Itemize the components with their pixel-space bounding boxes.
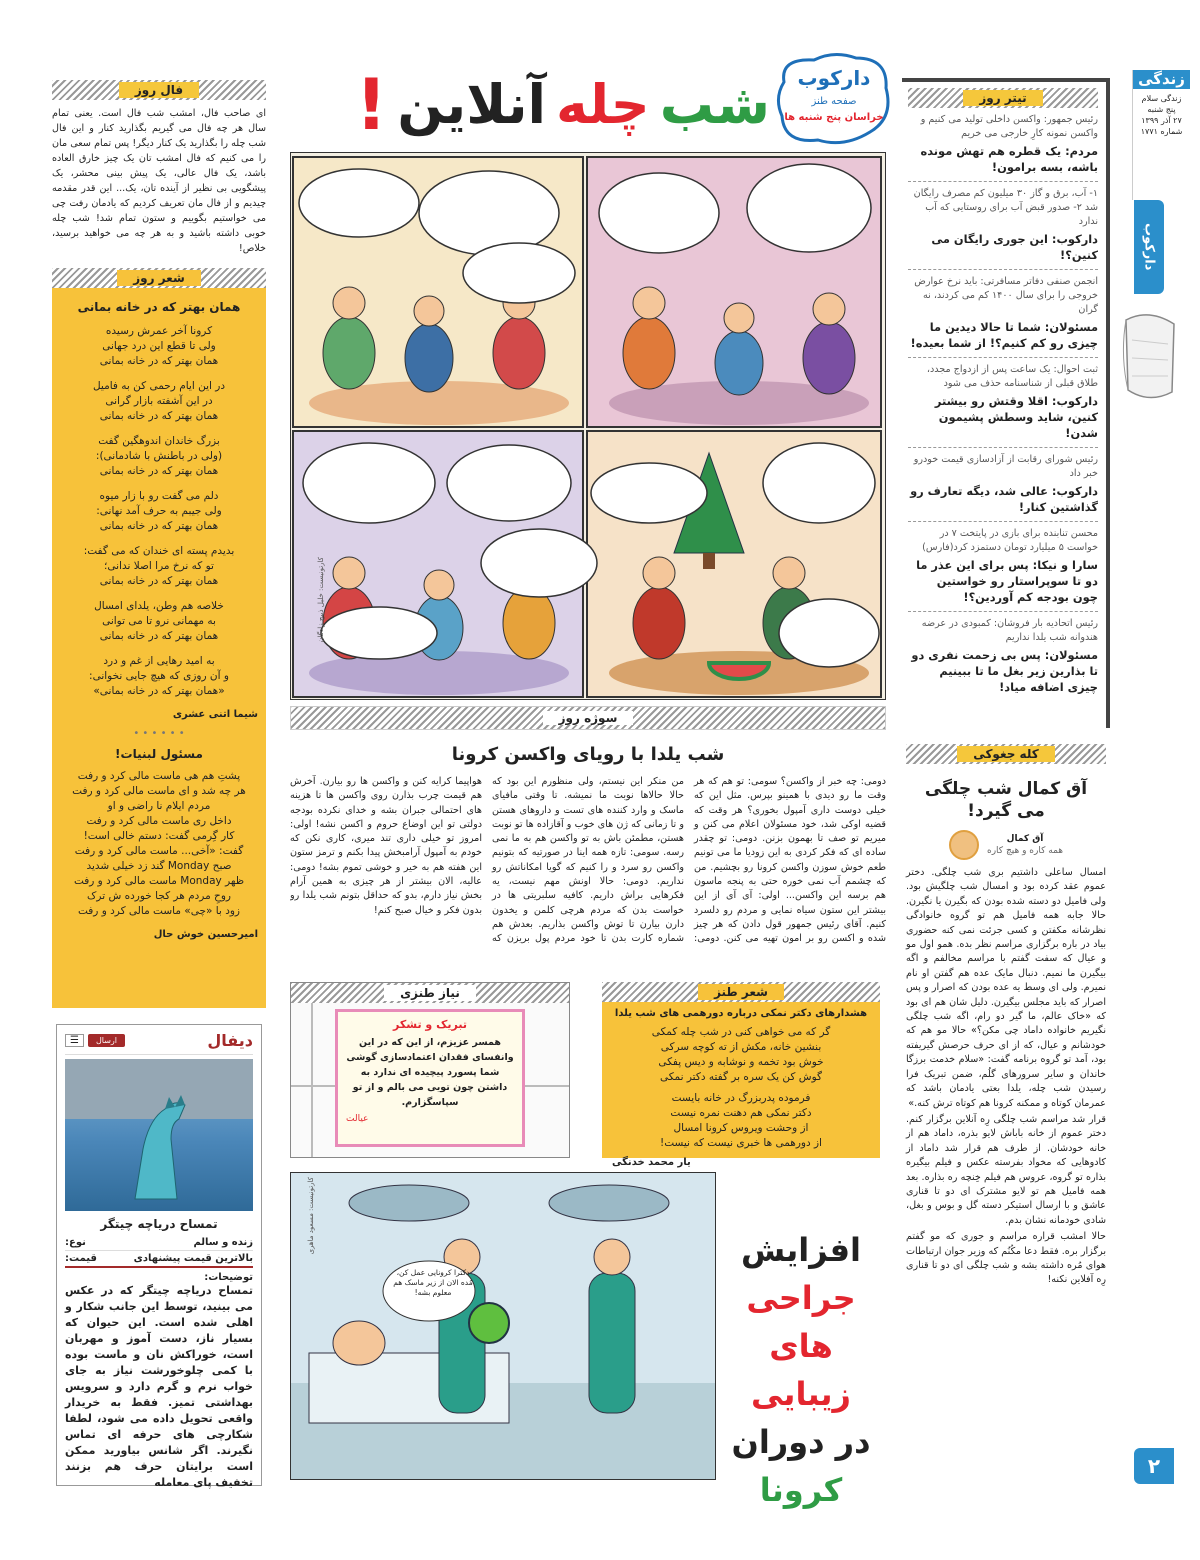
sher-tanz-line: از دورهمی ها خبری نیست که نیست! — [660, 1137, 822, 1149]
tiger-rooz — [902, 78, 1110, 728]
sher-tanz-author: یار محمد خدنگی — [612, 1157, 691, 1168]
headline-line2: جراحی های — [746, 1279, 856, 1365]
stanza-line: خلاصه هم وطن، یلدای امسال — [94, 600, 224, 612]
divar-price-row — [65, 1251, 253, 1268]
darkoob-badge — [774, 52, 894, 148]
kalle-paragraph: حالا امشب قراره مراسم و جوری که مو گفتم برگزار بره. فقط دعا مکُنُم که وزیر جوان ارتباطات هوای مُره داشته بشه و شب چلگی ای دو تا قناری رِه آفلاین نکنه! — [906, 1231, 1106, 1286]
stanza-line: به امید رهایی از غم و درد — [103, 655, 215, 667]
masthead-issue: شماره ۱۷۷۱ — [1140, 127, 1183, 136]
stanza — [60, 489, 258, 534]
sher-tanz-title: هشدارهای دکتر نمکی درباره دورهمی های شب یلدا — [614, 1008, 868, 1019]
stanza-line: ولی تا قطع این درد جهانی — [102, 340, 216, 352]
page-number-label: ۲ — [1147, 1454, 1161, 1478]
stanza-line: تو که نرخ مرا اصلا ندانی؛ — [104, 560, 214, 572]
kalle-author — [906, 830, 1106, 860]
stanza — [60, 654, 258, 699]
divar-photo — [65, 1059, 253, 1211]
tiger-item — [908, 522, 1098, 612]
stanza — [60, 434, 258, 479]
sher-rooz-author: شیما اتنی عشری — [172, 709, 258, 720]
kalle-paragraph: قرار شد مراسم شب چلگی رِه آنلاین برگزار کنم. دختر عموم از خانه باباش لایو بذره، داماد هم از خانه خودشان. از طرف هم قرار شد داماد از کادوهایی که مخواد بفرسته عکس و فیلم بیگیره بذاره تو گروه، عروس هم فیلم خِنچه ره بذاره. بعد همه فامیل هم تو لایو مشترک ای دو تا قناری عاشق و با ارسال استیکر دسته گل و بوس و بغل، شادی خودمانه نشان بدم. — [906, 1113, 1106, 1226]
tiger-item-lead: ثبت احوال: یک ساعت پس از ازدواج مجدد، طلاق قبلی از شناسنامه حذف می شود — [926, 364, 1098, 389]
stanza — [60, 599, 258, 644]
divar-desc: تمساح دریاچه چیتگر که در عکس می بینید، توسط این جانب شکار و اهلی شده است. این حیوان که بسیار ناز، دست آموز و مهربان است، خوراکش نان و ماست بوده با کمی چلوخورشت نیاز به جای خواب نرم و گرم دارد و سرویس بهداشتی تمیز. فقط به خریدار واقعی تحویل داده می شود، لطفا شکارچی های حرفه ای تماس نگیرند. اگر شانس بیاورید ممکن است برایتان حرف هم بزنند تخفیف پای معامله — [65, 1284, 253, 1489]
divar-type-label: نوع: — [65, 1237, 86, 1248]
divar-title: تمساح دریاچه چیتگر — [100, 1217, 218, 1231]
kalle-title: آق کمال شب چلگی می گیرد! — [924, 779, 1088, 821]
divar-price-label: قیمت: — [65, 1253, 97, 1264]
comic-credit: کارتونیست: خلیل ذبیح زادگان — [317, 557, 325, 643]
badge-bottom: خراسان پنج شنبه ها — [784, 112, 884, 123]
tiger-item-lead: رئیس اتحادیه بار فروشان: کمبودی در عرضه هندوانه شب یلدا نداریم — [921, 618, 1098, 643]
tiger-item — [908, 108, 1098, 182]
sooje-body: دومی: چه خبر از واکسن؟ سومی: تو هم که هر وقت ما رو دیدی با همینو بپرس. مثل این که خیلی دوست داری آمپول بخوری؟ هر وقت که قضیه اوکی شد، خود مسئولان اعلام می کنن و میریم تو صف تا بهمون بزنن. دومی: تو چقدر ساده ای که فکر کردی به این زودیا ما می تونیم طعم خوش سوزن واکسن کرونا رو بچشیم. من که چشمم آب نمی خوره حتی به پنجه ماسون هم برسه این واکسن... اولی: آی آی از این بیشتر این ستون سیاه نمایی و مردم رو دلسرد کنیم. آقای رئیس جمهور قول دادن که هر چیز شده و اکسن رو بر امون تهیه می کنن. دومی: من منکر این نیستم، ولی منظورم این بود که حالا حالاها نوبت ما نمیشه. تا وقتی مافیای ماسک و وارد کننده های تست و داروهای هستن و تا زمانی که ژن های خوب و آقازاده ها تو نوبت هستن، مطمئن باش به تو واکسن هم به ما نمی رسه. سومی: تازه همه اینا در صورتیه که بتونیم واکسن رو سرد و را کنیم که گویا امکاناتش رو نداریم. دومی: حالا اونش مهم نیست، یه فکرهایی براش داریم. کافیه سلبریتی ها در خواست بدن که مردم هرچی کلمن و یخدون دارن بیارن تا توش واکسن بذاریم. بعدش هم شماره کارت بدن تا خود مردم پول بریزن که هواپیما کرایه کنن و واکسن ها رو بیارن. آخرش هم قیمت چرب بذارن روی واکسن ها تا هزینه های احتمالی جبران بشه و خدای نکرده بودجه دولتی تو این اوضاع حروم و اکسن نشه! اولی: امروز تو خیلی داری تند میری، کاری نکن که خودم به آمپول آرامبخش پیدا بکنم و ترمز ستون این هفته هم به خیر و خوشی تموم بشه! دومی: عالیه، الان بیشتر از هر چیزی به همین آرام بخش نیاز دارم، بدو که حداقل بتونم شب یلدا رو بدون فکر و خیال صبح کنم! — [290, 776, 886, 945]
tiger-item-lead: ۱- آب، برق و گاز ۳۰ میلیون کم مصرف رایگان شد ۲- صدور قبض آب برای روستایی که آب ندارد — [913, 188, 1098, 227]
sher-tanz-stanza-2 — [612, 1091, 870, 1151]
headline-line1: افزایش — [740, 1231, 862, 1269]
lebniat-title: مسئول لبنیات! — [115, 747, 203, 761]
sooje-title: شب یلدا با رویای واکسن کرونا — [451, 744, 725, 765]
stanza-line: در این آشفته بازار گرانی — [105, 395, 213, 407]
lebniat-line: صبح Monday گند زد خیلی شدید — [86, 860, 232, 872]
masthead-logo: زندگی — [1133, 70, 1190, 89]
stanza-line: (ولی در باطنش با شادمانی): — [95, 450, 223, 462]
surgery-cartoon — [290, 1172, 716, 1480]
masthead — [1132, 70, 1190, 200]
kalle-body — [906, 866, 1106, 1288]
surgery-bubble: دکترا کرونایی عمل کن، مُده الان از زیر ماسک هم معلوم بشه! — [393, 1268, 473, 1297]
kalle-author-name: آق کمال — [1006, 834, 1044, 844]
surgery-credit: کارتونیست: مسعود ماهری — [307, 1177, 315, 1255]
niaz-card-title: تبریک و تشکر — [393, 1018, 467, 1031]
fal-head: فال روز — [52, 80, 266, 100]
kalle-head: کله جغوکی — [906, 744, 1106, 764]
kalle-author-role: همه کاره و هیچ کاره — [987, 846, 1064, 856]
tiger-item-lead: انجمن صنفی دفاتر مسافرتی: باید نرخ عوارض خروجی را برای سال ۱۴۰۰ کم می کردند، نه گران — [914, 276, 1098, 315]
niaz-card-sign: عیالت — [346, 1114, 369, 1124]
stanza-line: به مهمانی نرو تا می توانی — [102, 615, 216, 627]
side-tab — [1134, 200, 1164, 294]
tiger-item-reply: دارکوب: عالی شد، دیگه تعارف رو گذاشتین کنار! — [910, 484, 1098, 514]
stanza-line: همان بهتر که در خانه بمانی — [99, 575, 219, 587]
divider-dots: • • • • • • — [133, 728, 185, 739]
lebniat-line: داخل ری ماست مالی کرد و رفت — [86, 815, 232, 827]
divar-brand: دیفال — [207, 1031, 253, 1050]
lebniat-line: زود با «چی» ماست مالی کرد و رفت — [77, 905, 241, 917]
tiger-item-reply: مسئولان: پس بی زحمت نفری دو تا بذارین زیر بغل ما تا ببینیم چیزی اضافه میاد! — [911, 648, 1098, 694]
tiger-items — [908, 108, 1098, 701]
lebniat-line: ظهر Monday ماست مالی کرد و رفت — [73, 875, 245, 887]
sooje-head: سوژه روز — [290, 706, 886, 730]
tiger-item-reply: مسئولان: شما تا حالا دیدین ما چیزی رو کم کنیم؟! از شما بعیده! — [910, 320, 1098, 350]
stanza — [60, 324, 258, 369]
masthead-subtitle: زندگی سلام — [1141, 94, 1182, 103]
divar-type-row — [65, 1235, 253, 1251]
sher-tanz-line: از وحشت ویروس کرونا امسال — [673, 1122, 809, 1134]
author-avatar — [949, 830, 979, 860]
niaz-card — [335, 1009, 525, 1147]
lebniat-line: هر چه شد و ای ماست مالی کرد و رفت — [72, 785, 246, 797]
stanza-line: در این ایام رحمی کن به فامیل — [92, 380, 226, 392]
kalle-jaghooki — [902, 744, 1110, 1484]
lebniat-line: گفت: «آخی... ماست مالی کرد و رفت — [74, 845, 244, 857]
sher-tanz-line: گوش کن یک سره بر گفته دکتر نمکی — [659, 1071, 822, 1083]
stanza-line: همان بهتر که در خانه بمانی — [99, 630, 219, 642]
stanza-line: بدیدم پسته ای خندان که می گفت: — [83, 545, 235, 557]
divar-desc-label: توضیحات: — [204, 1272, 253, 1283]
tiger-item — [908, 358, 1098, 448]
side-tab-label: دارکوب — [1141, 223, 1157, 271]
lebniat-lines — [60, 769, 258, 919]
headline-line3: زیبایی — [751, 1375, 851, 1413]
stanza-line: ولی جیبم به حرف آمد نهانی: — [96, 505, 222, 517]
stanza-line: دلم می گفت رو با زار میوه — [99, 490, 219, 502]
tiger-item-lead: رئیس جمهور: واکسن داخلی تولید می کنیم و واکسن نمونه کارِ خارجی می خریم — [920, 114, 1098, 139]
badge-middle: صفحه طنز — [811, 96, 857, 107]
lebniat-line: روحِ مردم هر کجا خورده ش ترک — [87, 890, 231, 902]
lebniat-line: پشتِ هم هی ماست مالی کرد و رفت — [77, 770, 241, 782]
title-part3: آنلاین — [397, 73, 546, 136]
divar-send-button[interactable]: ارسال — [88, 1034, 125, 1047]
sher-tanz-line: بنشین خانه، مکش از ته کوچه سرکی — [660, 1041, 822, 1053]
tiger-item-lead: رئیس شورای رقابت از آزادسازی قیمت خودرو خبر داد — [913, 454, 1098, 479]
tiger-item — [908, 448, 1098, 522]
tiger-item-reply: دارکوب: اقلا وقتش رو بیشتر کنین، شاید وسطش پشیمون شدن! — [934, 394, 1098, 440]
title-part1: شب — [659, 73, 770, 136]
sher-tanz-line: خوش بود تخمه و نوشابه و دیس پفکی — [658, 1056, 824, 1068]
fal-body: ای صاحب فال، امشب شب فال است. یعنی تمام سال هر چه فال می گیریم بگذارید کنار و این فال شب چله را بگذارید یک کنار دیگر! پس تمام سعی مان را می کنیم که فال امشب تان یک چیز خارق العاده باشد، یک فال عالی، یک پیش بینی محشر، یک پیشگویی بی نظیر از آینده تان، یک... این قدر مقدمه چیدیم و از فال مان تعریف کردیم که یادمان رفت چی می خواستیم بگوییم و ستون تمام شد! شب چله خوبی داشته باشید و به هر چه می خواهید برسید، خلاص! — [52, 108, 266, 254]
sher-rooz-stanzas — [60, 324, 258, 699]
stanza-line: همان بهتر که در خانه بمانی — [99, 520, 219, 532]
divar-price-value: بالاترین قیمت پیشنهادی — [133, 1253, 253, 1264]
stanza-line: کرونا آخر عمرش رسیده — [105, 325, 213, 337]
tiger-item-reply: دارکوب: این جوری رایگان می کنین؟! — [931, 232, 1098, 262]
sher-tanz-stanza-1 — [612, 1025, 870, 1085]
headline-line5: کرونا — [759, 1471, 843, 1509]
title-part2: چله — [556, 73, 650, 136]
lebniat-author: امیرحسین خوش حال — [153, 929, 258, 940]
sooje-rooz — [290, 706, 886, 956]
lebniat-line: مردم ایلام نا راضی و او — [107, 800, 211, 812]
niaz-tanzi — [290, 982, 570, 1158]
lebniat-line: کار گِرمی گفت: دستم خالی است! — [83, 830, 235, 842]
menu-icon[interactable]: ☰ — [65, 1034, 84, 1047]
niaz-card-body: همسر عزیزم، از این که در این وانفسای فقدان اعتمادسازی گوشی شما پسورد پیچیده ای ندارد به داشتن چون تویی می بالم و از تو سپاسگزارم. — [346, 1037, 514, 1108]
stanza-line: همان بهتر که در خانه بمانی — [99, 410, 219, 422]
stanza-line: و آن روزی که هیچ جایی نخوانی: — [89, 670, 229, 682]
sher-tanz-head: شعر طنز — [602, 982, 880, 1002]
sher-rooz — [52, 268, 266, 1008]
tiger-item-reply: مردم: یک قطره هم تهش مونده باشه، بسه برامون! — [920, 144, 1098, 174]
headline-line4: در دوران — [731, 1423, 871, 1461]
tiger-item — [908, 270, 1098, 358]
divar-ad — [56, 1024, 262, 1489]
sher-tanz-line: دکتر نمکی هم دهنت نمره نیست — [670, 1107, 812, 1119]
masthead-date: ۲۷ آذر ۱۳۹۹ — [1141, 116, 1182, 125]
mask-icon — [1118, 300, 1180, 410]
sher-tanz-line: فرموده پدربزرگ در خانه بایست — [671, 1092, 811, 1104]
surgery-headline — [716, 1226, 886, 1509]
badge-top: دارکوب — [797, 66, 871, 90]
niaz-head: نیاز طنزی — [291, 983, 569, 1004]
stanza-line: بزرگ خاندان اندوهگین گفت — [98, 435, 220, 447]
tiger-item — [908, 182, 1098, 270]
stanza — [60, 379, 258, 424]
sher-tanz — [602, 982, 880, 1168]
page-number — [1134, 1448, 1174, 1484]
tiger-item — [908, 612, 1098, 701]
tiger-item-lead: محسن تنابنده برای بازی در پایتخت ۷ در خواست ۵ میلیارد تومان دستمزد کرد(فارس) — [922, 528, 1098, 553]
main-title — [290, 60, 770, 150]
stanza-line: همان بهتر که در خانه بمانی — [99, 465, 219, 477]
divar-type-value: زنده و سالم — [193, 1237, 253, 1248]
masthead-day: پنج شنبه — [1147, 105, 1176, 114]
divar-header — [65, 1031, 253, 1055]
sher-rooz-head: شعر روز — [52, 268, 266, 288]
kalle-paragraph: امسال ساعلی داشتیم بری شب چلگی. دختر عموم عقد کرده بود و امسال شب چلگیش بود. ولی فامیل دو دسته شده بودن که بگیرن یا نگیرن. حالا جابه همه فامیل هم تو گروه خانوادگی نظرشانه مکفتن و کسی جرئت نمی کنه حضوری بیاد در باره برگزاری مراسم نظر بده. همو اول مو و عیال که سفت گفتم با مراسم مخالفم و اگه بیگیرن ما نمیم. دنبال مایک عده هم گفتن او نام نمیرم. ولی ای وسط یه عده بودن که اصرار و پس اصرار که باید مجلس بیگیرن. دلیل شان هم ای بود که «خاک عالم، ما گیر دو رام، اگه شب چلگی نگیریم خانواده داماد چی مکن؟» حالا مو هم که خودشانم و عیال، که از ای حرف حرصش گیریفته بود، آمد تو گروه برنامه گفت: «سلام خدمت برزگا خاندان و سایر سرورهای گلُم، ضمن تبریک فرا رسیدن شب چله، یلدا بعتی یادمان باشد که عمرمان کوتاه و ممکنه کرونا هم کوتاه ترش کنه.» — [906, 867, 1106, 1109]
fal-rooz — [52, 80, 266, 262]
stanza-line: «همان بهتر که در خانه بمانی» — [93, 685, 225, 697]
stanza-line: همان بهتر که در خانه بمانی — [99, 355, 219, 367]
tiger-head: تیتر روز — [908, 88, 1098, 108]
title-mark: ! — [355, 64, 388, 146]
sher-tanz-line: گر که می خواهی کنی در شب چله کمکی — [651, 1026, 831, 1038]
sher-rooz-title: همان بهتر که در خانه بمانی — [77, 300, 241, 314]
stanza — [60, 544, 258, 589]
comic-illustration — [290, 152, 886, 700]
tiger-item-reply: سارا و نیکا: پس برای این عذر ما دو تا سوپراستار رو خواستین چون بودجه کم آوردین؟! — [916, 558, 1098, 604]
